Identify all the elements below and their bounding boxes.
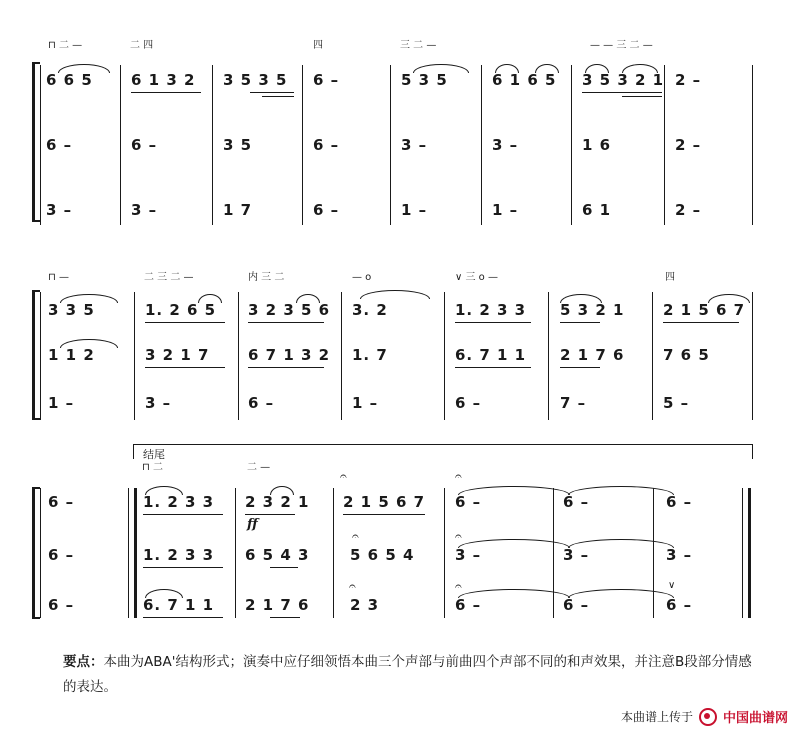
measure: 2 3 [350,596,380,614]
measure: 1. 2 3 3 [143,493,215,511]
barline [652,292,653,420]
measure: 1. 2 6 5 [145,301,217,319]
beam [248,322,324,323]
barline [481,65,482,225]
beam [270,567,298,568]
fermata-icon: 𝄐 [455,529,462,543]
beam [560,322,600,323]
beam [248,367,324,368]
measure: 1. 2 3 3 [455,301,527,319]
tech-label: 二 — [247,462,271,473]
fermata-icon: 𝄐 [352,529,359,543]
measure: 1 – [401,201,428,219]
beam [143,567,223,568]
beam [143,617,223,618]
fermata-icon: 𝄐 [455,579,462,593]
barline [341,292,342,420]
measure: 3 – [401,136,428,154]
tech-label: 四 [665,272,675,283]
measure: 3 – [455,546,482,564]
measure: 6 – [455,493,482,511]
barline [653,488,654,618]
measure: 5 3 5 [401,71,448,89]
measure: 6 – [313,71,340,89]
tie [568,589,674,598]
uploaded-text: 本曲谱上传于 [620,710,693,724]
barline [333,488,334,618]
measure: 1 – [48,394,75,412]
barline [120,65,121,225]
tech-label: — o [352,272,372,283]
barline [553,488,554,618]
measure: 2 1 7 6 [560,346,625,364]
tech-label: 二 三 二 — [144,272,194,283]
system-3-voice-2 [0,545,800,575]
measure: 2 – [675,201,702,219]
beam [622,96,662,97]
measure: 1. 7 [352,346,388,364]
measure: 3 – [666,546,693,564]
tie [60,339,118,348]
barline [128,488,129,618]
accent-mark: ∨ [668,580,676,591]
measure: 2 1 7 6 [245,596,310,614]
beam [270,617,300,618]
system-3-voice-3 [0,595,800,625]
beam [145,322,225,323]
measure: 3 – [563,546,590,564]
measure: 6 – [48,546,75,564]
tech-label: ⊓ — [48,272,69,283]
barline [752,292,753,420]
measure: 3 – [46,201,73,219]
barline [40,292,41,420]
measure: 6 – [131,136,158,154]
measure: 2 – [675,136,702,154]
measure: 3 – [145,394,172,412]
tech-label: 二 四 [130,40,154,51]
measure: 1 – [352,394,379,412]
beam [262,96,294,97]
measure: 2 – [675,71,702,89]
system-2-voice-2 [0,345,800,375]
coda-label: 结尾 [143,448,165,461]
beam [455,367,531,368]
system-2-voice-1 [0,300,800,330]
site-name-link[interactable]: 中国曲谱网 [722,711,788,726]
barline [390,65,391,225]
tech-label: ∨ 三 o — [455,272,498,283]
tie [568,539,674,548]
measure: 6 – [666,596,693,614]
barline [742,488,743,618]
beam [145,367,225,368]
measure: 3 2 3 5 6 [248,301,331,319]
barline [302,65,303,225]
measure: 6 1 6 5 [492,71,557,89]
notes-key-label: 要点： [63,654,104,670]
system-2-voice-3 [0,393,800,423]
measure: 5 – [663,394,690,412]
beam [143,514,223,515]
tech-label: — — 三 二 — [590,40,653,51]
barline [752,65,753,225]
measure: 6 – [313,136,340,154]
measure: 6 – [313,201,340,219]
measure: 3 5 3 2 1 [582,71,665,89]
measure: 6 1 3 2 [131,71,196,89]
measure: 6 – [666,493,693,511]
beam [245,514,295,515]
footer [621,707,788,726]
measure: 2 3 2 1 [245,493,310,511]
beam [582,92,662,93]
notes-body: 本曲为ABA'结构形式；演奏中应仔细领悟本曲三个声部与前曲四个声部不同的和声效果，并注意B段部分情感的表达。 [63,654,752,695]
measure: 3 3 5 [48,301,95,319]
performance-notes [63,650,763,700]
coda-bracket [133,444,753,459]
measure: 6. 7 1 1 [143,596,215,614]
measure: 1 6 [582,136,612,154]
measure: 6 – [563,493,590,511]
tech-label: 内 三 二 [248,272,285,283]
final-barline [748,488,751,618]
beam [560,367,600,368]
measure: 1 1 2 [48,346,95,364]
measure: 5 6 5 4 [350,546,415,564]
measure: 6 5 4 3 [245,546,310,564]
fermata-icon: 𝄐 [340,469,347,483]
measure: 2 1 5 6 7 [343,493,426,511]
measure: 3 – [131,201,158,219]
beam [250,92,294,93]
measure: 6 – [455,596,482,614]
fermata-icon: 𝄐 [349,579,356,593]
barline [548,292,549,420]
beam [663,322,739,323]
measure: 6 – [48,596,75,614]
measure: 3 5 3 5 [223,71,288,89]
tech-label: ⊓ 二 — [48,40,83,51]
measure: 6 – [455,394,482,412]
system-3-voice-1-technique [0,462,800,492]
barline [40,65,41,225]
measure: 6 6 5 [46,71,93,89]
system-3-voice-1 [0,492,800,522]
measure: 6 1 [582,201,612,219]
measure: 3 5 [223,136,253,154]
repeat-barline [134,488,137,618]
measure: 7 6 5 [663,346,710,364]
tech-label: ⊓ 二 [142,462,163,473]
barline [444,292,445,420]
site-logo-icon [699,708,717,726]
barline [212,65,213,225]
barline [444,488,445,618]
measure: 6 – [48,493,75,511]
barline [40,488,41,618]
beam [131,92,201,93]
measure: 6. 7 1 1 [455,346,527,364]
beam [455,322,531,323]
barline [134,292,135,420]
measure: 6 7 1 3 2 [248,346,331,364]
measure: 6 – [46,136,73,154]
measure: 3 – [492,136,519,154]
tech-label: 三 二 — [400,40,437,51]
barline [235,488,236,618]
tie [145,589,183,598]
measure: 1 – [492,201,519,219]
barline [238,292,239,420]
measure: 6 – [563,596,590,614]
measure: 3. 2 [352,301,388,319]
tech-label: 四 [313,40,323,51]
beam [343,514,425,515]
measure: 2 1 5 6 7 [663,301,746,319]
barline [571,65,572,225]
measure: 3 2 1 7 [145,346,210,364]
fermata-icon: 𝄐 [455,469,462,483]
measure: 1 7 [223,201,253,219]
measure: 1. 2 3 3 [143,546,215,564]
measure: 7 – [560,394,587,412]
measure: 5 3 2 1 [560,301,625,319]
dynamic-marking: ff [247,517,258,532]
measure: 6 – [248,394,275,412]
barline [664,65,665,225]
